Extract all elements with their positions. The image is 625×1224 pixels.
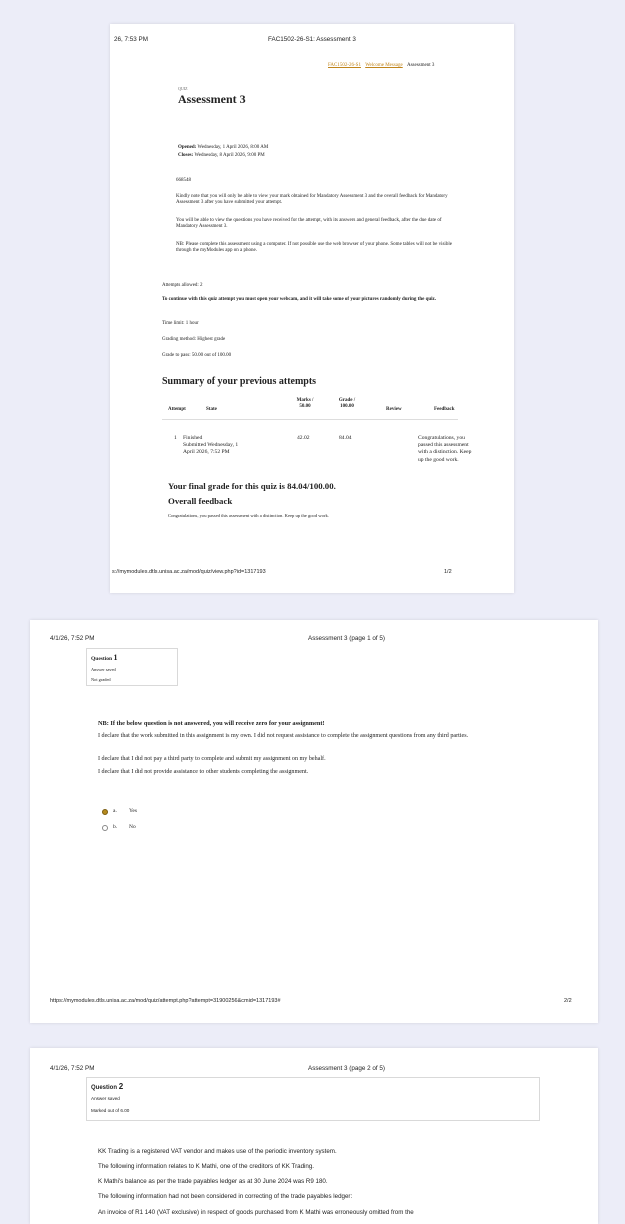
time-limit: Time limit: 1 hour: [162, 321, 199, 326]
row-attempt: 1: [174, 435, 177, 441]
question-info-box: [86, 648, 178, 686]
grade-to-pass: Grade to pass: 50.00 out of 100.00: [162, 353, 232, 358]
print-footer-url: s://mymodules.dtls.unisa.ac.za/mod/quiz/view.php?id=1317193: [112, 569, 266, 575]
webcam-notice: To continue with this quiz attempt you must open your webcam, and it will take some of your pictures randomly during the quiz.: [162, 297, 437, 302]
declaration-1: I declare that the work submitted in this assignment is my own. I did not request assistance to complete the assignment questions from any third parties.: [98, 733, 469, 739]
summary-heading: Summary of your previous attempts: [162, 376, 317, 387]
breadcrumb: [328, 63, 434, 69]
question-line-1: KK Trading is a registered VAT vendor and makes use of the periodic inventory system.: [98, 1148, 337, 1155]
printed-page-1: [110, 24, 514, 593]
question-info-box: [86, 1077, 540, 1121]
grading-method: Grading method: Highest grade: [162, 337, 226, 342]
th-state: State: [206, 407, 217, 412]
row-feedback: Congratulations, you passed this assessment with a distinction. Keep up the good work.: [418, 435, 472, 463]
option-yes-text: Yes: [129, 808, 138, 814]
question-line-5: An invoice of R1 140 (VAT exclusive) in respect of goods purchased from K Mathi was erroneously omitted from the: [98, 1209, 414, 1216]
option-yes[interactable]: [102, 807, 162, 817]
breadcrumb-welcome[interactable]: Welcome Message: [365, 63, 403, 68]
closes-date: Closes: Wednesday, 8 April 2026, 9:00 PM: [178, 153, 265, 158]
th-attempt: Attempt: [168, 407, 186, 412]
note-device: NB: Please complete this assessment using a computer. If not possible use the web browser of your phone. Some tables will not be visible through the myModules app on a phone.: [176, 242, 452, 254]
quiz-label: QUIZ: [178, 86, 188, 91]
grading-status: Not graded: [91, 677, 111, 682]
overall-feedback-text: Congratulations, you passed this assessment with a distinction. Keep up the good work.: [168, 513, 329, 518]
note-feedback: Kindly note that you will only be able to view your mark obtained for Mandatory Assessment 3 and the overall feedback for Mandatory Assessment 3 after you have submitted your attempt.: [176, 194, 448, 206]
table-divider: [162, 419, 458, 420]
row-grade: 84.04: [339, 435, 352, 441]
nb-warning: NB: If the below question is not answered, you will receive zero for your assignment!: [98, 720, 325, 727]
answer-status: Answer saved: [91, 1096, 120, 1101]
radio-yes[interactable]: [102, 809, 108, 815]
th-feedback: Feedback: [434, 407, 455, 412]
opened-date: Opened: Wednesday, 1 April 2026, 8:00 AM: [178, 145, 269, 150]
breadcrumb-course[interactable]: FAC1502-26-S1: [328, 63, 361, 68]
print-footer-url: https://mymodules.dtls.unisa.ac.za/mod/quiz/attempt.php?attempt=31900256&cmid=1317193#: [50, 998, 281, 1004]
question-label: Question 1: [91, 653, 118, 662]
option-no[interactable]: [102, 823, 162, 833]
overall-feedback-heading: Overall feedback: [168, 496, 233, 506]
row-marks: 42.02: [297, 435, 310, 441]
declaration-2: I declare that I did not pay a third party to complete and submit my assignment on my behalf.: [98, 756, 326, 762]
print-footer-page: 1/2: [444, 569, 452, 575]
print-header-time: 4/1/26, 7:52 PM: [50, 635, 95, 642]
answer-status: Answer saved: [91, 667, 116, 672]
marking-status: Marked out of 6.00: [91, 1108, 130, 1113]
final-grade: Your final grade for this quiz is 84.04/100.00.: [168, 481, 336, 491]
option-no-text: No: [129, 824, 136, 830]
question-line-3: K Mathi's balance as per the trade payables ledger as at 30 June 2024 was R9 180.: [98, 1178, 328, 1185]
printed-page-3: [30, 1048, 598, 1224]
print-header-time: 4/1/26, 7:52 PM: [50, 1065, 95, 1072]
print-header-title: FAC1502-26-S1: Assessment 3: [268, 36, 356, 43]
radio-no[interactable]: [102, 825, 108, 831]
th-grade: Grade / 100.00: [338, 398, 356, 410]
option-yes-letter: a.: [113, 808, 117, 814]
row-submitted: Submitted Wednesday, 1 April 2026, 7:52 PM: [183, 442, 239, 455]
breadcrumb-current: Assessment 3: [406, 63, 435, 68]
declaration-3: I declare that I did not provide assistance to other students completing the assignment.: [98, 769, 309, 775]
page-title: Assessment 3: [178, 92, 246, 106]
th-marks: Marks / 50.00: [296, 398, 314, 410]
row-state: Finished: [183, 435, 203, 441]
print-header-title: Assessment 3 (page 1 of 5): [308, 635, 386, 642]
quiz-code: 668548: [176, 178, 191, 183]
question-line-2: The following information relates to K Mathi, one of the creditors of KK Trading.: [98, 1163, 314, 1170]
option-no-letter: b.: [113, 824, 118, 830]
question-line-4: The following information had not been considered in correcting of the trade payables ledger:: [98, 1193, 353, 1200]
question-label: Question 2: [91, 1082, 124, 1091]
print-footer-page: 2/2: [564, 998, 572, 1004]
print-header-title: Assessment 3 (page 2 of 5): [308, 1065, 386, 1072]
note-questions: You will be able to view the questions you have received for the attempt, with its answers and general feedback, after the due date of Mandatory Assessment 3.: [176, 218, 442, 230]
print-header-time: 26, 7:53 PM: [114, 36, 148, 43]
th-review: Review: [386, 407, 402, 412]
printed-page-2: [30, 620, 598, 1023]
attempts-allowed: Attempts allowed: 2: [162, 283, 203, 288]
